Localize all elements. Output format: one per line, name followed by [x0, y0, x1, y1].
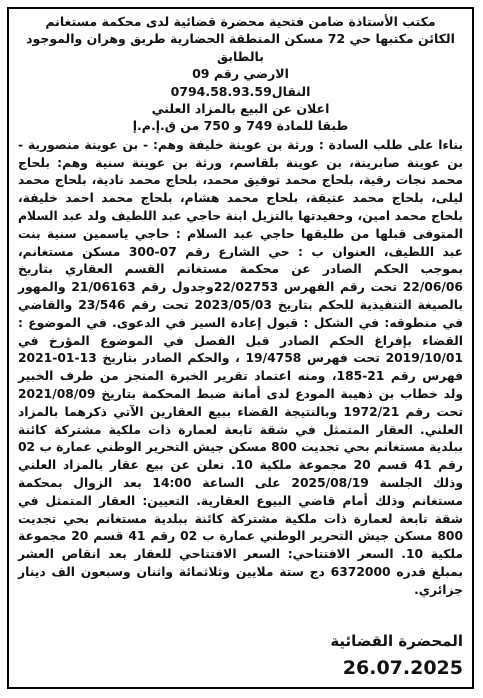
notice-header	[18, 13, 463, 135]
address-line: الكائن مكتبها حي 72 مسكن المنطقة الحضارية طريق وهران والموجود بالطابق	[26, 31, 455, 64]
signatory-title: المحضرة القضائية	[330, 632, 463, 650]
office-line: مكتب الأستاذة ضامن فتحية محضرة قضائية لدى محكمة مستغانم	[45, 14, 436, 29]
floor-line: الارضي رقم 09	[192, 66, 289, 82]
notice-content	[18, 13, 463, 683]
signature-block	[330, 629, 463, 683]
notice-date: 26.07.2025	[342, 657, 463, 679]
notice-frame	[7, 7, 474, 689]
legal-basis-line: طبقا للمادة 749 و 750 من ق.إ.م.إ	[132, 118, 349, 134]
phone-line: النقال0794.58.93.59	[170, 83, 311, 99]
notice-title: اعلان عن البيع بالمزاد العلني	[151, 101, 330, 117]
notice-body: بناءا على طلب السادة : ورثة بن عوينة خليفة وهم: - بن عوينة منصورية - بن عوينة صابرينة، بن عوينة بلقاسم، ورثة بن عوينة سنية وهم: بلحاج محمد نجات رقية، بلحاج محمد توفيق محمد، بلحاج محمد نادية، بلحاج محمد ليلى، بلحاج محمد عتيقة، بلحاج محمد هشام، بلحاج محمد احمد خليفة، بلحاج محمد امين، وحفيدتها بالتزيل ابنة حاجي عبد اللطيف ولد عبد السلام المتوفى قبلها من طليقها حاجي عبد السلام : حاجي ياسمين سنية بنت عبد اللطيف، العنوان ب : حي الشارع رقم 07-300 مسكن مستغانم، بموجب الحكم الصادر عن محكمة مستغانم القسم العقاري بتاريخ 22/06/06 تحت رقم الفهرس 22/02753وجدول رقم 21/06163 والمهور بالصيغة التنفيذية للحكم بتاريخ 2023/05/03 تحت رقم 23/546 والقاضي في منطوقه: في الشكل : قبول إعادة السير في الدعوى. في الموضوع : القضاء بإفراغ الحكم الصادر قبل الفصل في الموضوع المؤرخ في 2019/10/01 تحت فهرس 19/4758 ، والحكم الصادر بتاريخ 13-01-2021 فهرس رقم 21-185، ومنه اعتماد تقرير الخبرة المنجز من طرف الخبير ولد خطاب بن ذهيبة المودع لدى أمانة ضبط المحكمة بتاريخ 2021/08/09 تحت رقم 1972/21 وبالنتيجة القضاء ببيع العقارين الآتي ذكرهما بالمزاد العلني. العقار المتمثل في شقة تابعة لعمارة ذات ملكية مشتركة كائنة ببلدية مستغانم بحي تجديت 800 مسكن جيش التحرير الوطني عمارة ب 02 رقم 41 قسم 20 مجموعة ملكية 10. نعلن عن بيع عقار بالمزاد العلني وذلك الجلسة 2025/08/19 على الساعة 14:00 بعد الزوال بمحكمة مستغانم وذلك أمام قاضي البيوع العقارية. التعيين: العقار المتمثل في شقة تابعة لعمارة ذات ملكية مشتركة كائنة ببلدية مستغانم بحي تجديت 800 مسكن جيش التحرير الوطني عمارة ب 02 رقم 41 قسم 20 مجموعة ملكية 10. السعر الافتتاحي: السعر الافتتاحي للعقار بعد انقاص العشر بمبلغ قدره 6372000 دج ستة ملايين وثلاثمائة واثنان وسبعون الف دينار جزائري.	[18, 137, 464, 597]
